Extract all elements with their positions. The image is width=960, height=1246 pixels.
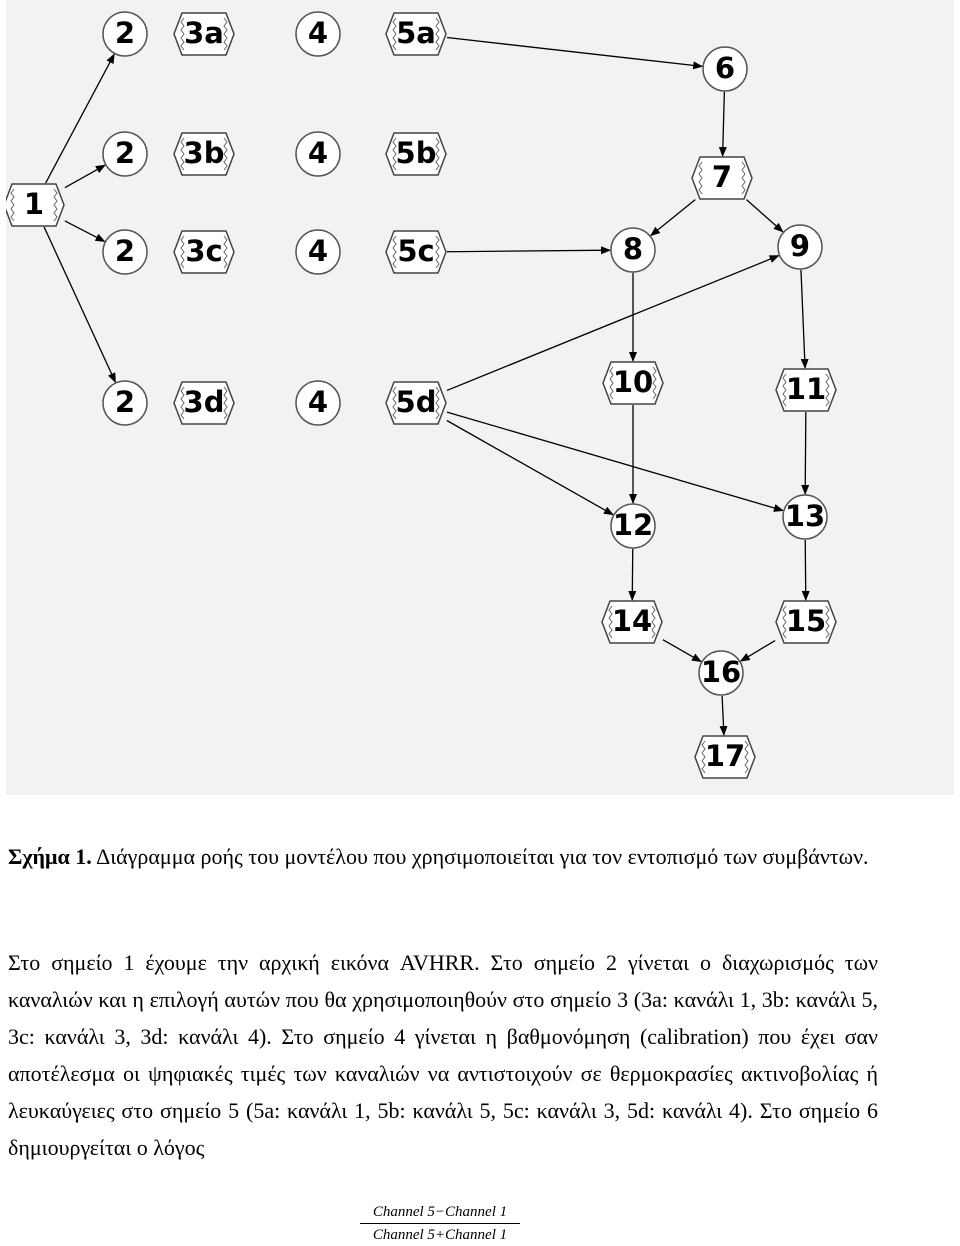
flow-node-5c xyxy=(386,231,446,273)
flow-node-label: 2 xyxy=(114,16,136,50)
flow-node-4 xyxy=(296,132,340,176)
flow-node-label: 10 xyxy=(612,365,654,399)
flow-arrow xyxy=(722,696,724,735)
body-paragraph: Στο σημείο 1 έχουμε την αρχική εικόνα AVHRR. Στο σημείο 2 γίνεται ο διαχωρισμός των καναλιών και η επιλογή αυτών που θα χρησιμοποιηθούν στο σημείο 3 (3a: κανάλι 1, 3b: κανάλι 5, 3c: κανάλι 3, 3d: κανάλι 4). Στο σημείο 4 γίνεται η βαθμονόμηση (calibration) που έχει σαν αποτέλεσμα οι ψηφιακές τιμές των καναλιών να αντιστοιχούν σε θερμοκρασίες ακτινοβολίας ή λευκαύγειες στο σημείο 5 (5a: κανάλι 1, 5b: κανάλι 5, 5c: κανάλι 3, 5d: κανάλι 4). Στο σημείο 6 δημιουργείται ο λόγος xyxy=(8,950,878,1160)
caption-text: Διάγραμμα ροής του μοντέλου που χρησιμοποιείται για τον εντοπισμό των συμβάντων. xyxy=(96,844,869,869)
flow-node-17 xyxy=(695,736,755,778)
flow-node-label: 13 xyxy=(784,499,826,533)
flow-node-label: 15 xyxy=(785,604,827,638)
flow-node-label: 2 xyxy=(114,234,136,268)
flow-node-3d xyxy=(174,382,234,424)
flow-node-label: 3d xyxy=(183,385,225,419)
flow-node-4 xyxy=(296,12,340,56)
flow-arrow xyxy=(805,540,806,600)
flow-node-label: 17 xyxy=(704,739,746,773)
flowchart-diagram xyxy=(6,0,954,795)
flow-node-5b xyxy=(386,133,446,175)
flow-node-label: 2 xyxy=(114,385,136,419)
caption-label: Σχήμα 1. xyxy=(8,844,92,869)
flow-node-label: 6 xyxy=(714,51,736,85)
flow-node-4 xyxy=(296,381,340,425)
flow-node-label: 12 xyxy=(612,508,654,542)
ratio-formula xyxy=(360,1204,520,1244)
flow-node-label: 9 xyxy=(789,229,811,263)
flow-node-4 xyxy=(296,230,340,274)
flow-arrow xyxy=(741,641,775,662)
flow-node-7 xyxy=(692,157,752,199)
flow-node-5d xyxy=(386,382,446,424)
formula-numerator: Channel 5−Channel 1 xyxy=(360,1204,520,1224)
flow-node-label: 7 xyxy=(711,160,733,194)
flow-node-label: 11 xyxy=(785,372,827,406)
flow-node-5a xyxy=(386,13,446,55)
flow-arrow xyxy=(447,412,783,510)
flow-arrow xyxy=(65,221,105,241)
flow-node-16 xyxy=(699,651,743,695)
flow-node-15 xyxy=(776,601,836,643)
formula-denominator: Channel 5+Channel 1 xyxy=(372,1227,508,1243)
flow-node-label: 3a xyxy=(184,16,224,50)
flow-node-3b xyxy=(174,133,234,175)
flow-node-10 xyxy=(603,362,663,404)
flow-arrow xyxy=(65,165,105,187)
flow-node-3a xyxy=(174,13,234,55)
flow-node-label: 14 xyxy=(611,604,653,638)
flow-arrow xyxy=(746,200,782,232)
flow-arrow xyxy=(723,92,725,156)
flow-node-3c xyxy=(174,231,234,273)
flow-arrow xyxy=(805,412,806,494)
flow-node-9 xyxy=(778,225,822,269)
flow-node-2 xyxy=(103,230,147,274)
flow-arrow xyxy=(663,640,701,662)
flow-node-label: 3b xyxy=(183,136,225,170)
flow-node-6 xyxy=(703,47,747,91)
flow-arrow xyxy=(651,200,695,236)
flow-arrow xyxy=(447,250,610,252)
flow-node-label: 4 xyxy=(307,234,329,268)
flow-node-2 xyxy=(103,12,147,56)
flow-node-label: 5b xyxy=(395,136,437,170)
flow-node-label: 2 xyxy=(114,136,136,170)
flow-node-label: 1 xyxy=(23,187,45,221)
flow-node-label: 5d xyxy=(395,385,437,419)
flow-node-8 xyxy=(611,228,655,272)
flow-arrow xyxy=(801,270,805,368)
flowchart-figure xyxy=(6,0,954,795)
flow-node-2 xyxy=(103,132,147,176)
flow-node-label: 3c xyxy=(185,234,223,268)
flow-node-label: 5c xyxy=(397,234,435,268)
flow-arrow xyxy=(46,54,115,183)
flow-node-label: 5a xyxy=(396,16,436,50)
figure-caption xyxy=(8,842,878,872)
flow-arrow xyxy=(447,420,613,514)
flow-node-12 xyxy=(611,504,655,548)
flow-node-2 xyxy=(103,381,147,425)
flow-node-11 xyxy=(776,369,836,411)
flow-node-label: 4 xyxy=(307,385,329,419)
flow-node-1 xyxy=(6,184,64,226)
flow-node-label: 4 xyxy=(307,136,329,170)
flow-arrow xyxy=(447,38,702,67)
flow-node-14 xyxy=(602,601,662,643)
flow-node-13 xyxy=(783,495,827,539)
flow-node-label: 8 xyxy=(622,232,644,266)
flow-node-label: 4 xyxy=(307,16,329,50)
flow-node-label: 16 xyxy=(700,655,742,689)
flow-arrow xyxy=(632,549,633,600)
